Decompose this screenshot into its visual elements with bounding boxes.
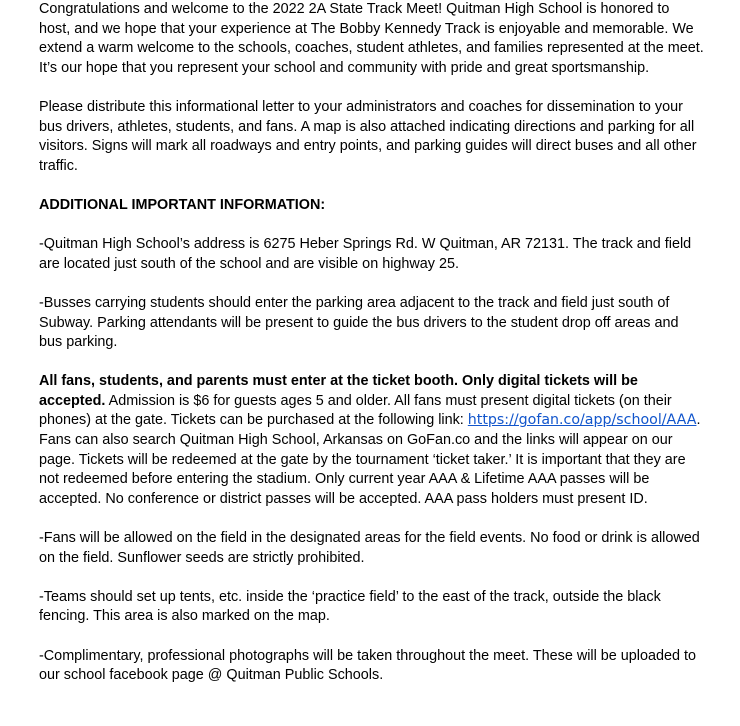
- field-paragraph: -Fans will be allowed on the field in the designated areas for the field events. No food or drink is allowed on the field. Sunflower seeds are strictly prohibited.: [39, 530, 700, 566]
- tickets-paragraph: [39, 372, 704, 509]
- photos-paragraph: -Complimentary, professional photographs will be taken throughout the meet. These will be uploaded to our school facebook page @ Quitman Public Schools.: [39, 647, 697, 684]
- tickets-text-before-link: Admission is $6 for guests ages 5 and older. All fans must present digital tickets (on their phones) at the gate. Tickets can be purchased at the following link:: [39, 392, 672, 429]
- gofan-tickets-link[interactable]: https://gofan.co/app/school/AAA: [467, 412, 697, 429]
- intro-paragraph: Congratulations and welcome to the 2022 2A State Track Meet! Quitman High School is honored to host, and we hope that your experience at The Bobby Kennedy Track is enjoyable and memorable. We extend a warm welcome to the schools, coaches, student athletes, and families represented at the meet. It’s our hope that you represent your school and community with pride and great sportsmanship.: [39, 1, 704, 76]
- tents-paragraph: -Teams should set up tents, etc. inside the ‘practice field’ to the east of the track, outside the black fencing. This area is also marked on the map.: [39, 588, 661, 625]
- tickets-bold-notice: All fans, students, and parents must enter at the ticket booth. Only digital tickets will be accepted.: [39, 373, 638, 409]
- busses-paragraph: -Busses carrying students should enter the parking area adjacent to the track and field just south of Subway. Parking attendants will be present to guide the bus drivers to the student drop off areas and bus parking.: [39, 294, 679, 351]
- address-paragraph: -Quitman High School’s address is 6275 Heber Springs Rd. W Quitman, AR 72131. The track and field are located just south of the school and are visible on highway 25.: [39, 236, 692, 272]
- tickets-text-after-link: . Fans can also search Quitman High School, Arkansas on GoFan.co and the links will appear on our page. Tickets will be redeemed at the gate by the tournament ‘ticket taker.’ It is important that they are not redeemed before entering the stadium. Only current year AAA & Lifetime AAA passes will be accepted. No conference or district passes will be accepted. AAA pass holders must present ID.: [39, 412, 701, 507]
- section-heading: ADDITIONAL IMPORTANT INFORMATION:: [39, 196, 326, 213]
- distribute-paragraph: Please distribute this informational letter to your administrators and coaches for dissemination to your bus drivers, athletes, students, and fans. A map is also attached indicating directions and parking for all visitors. Signs will mark all roadways and entry points, and parking guides will direct buses and all other traffic.: [39, 98, 697, 174]
